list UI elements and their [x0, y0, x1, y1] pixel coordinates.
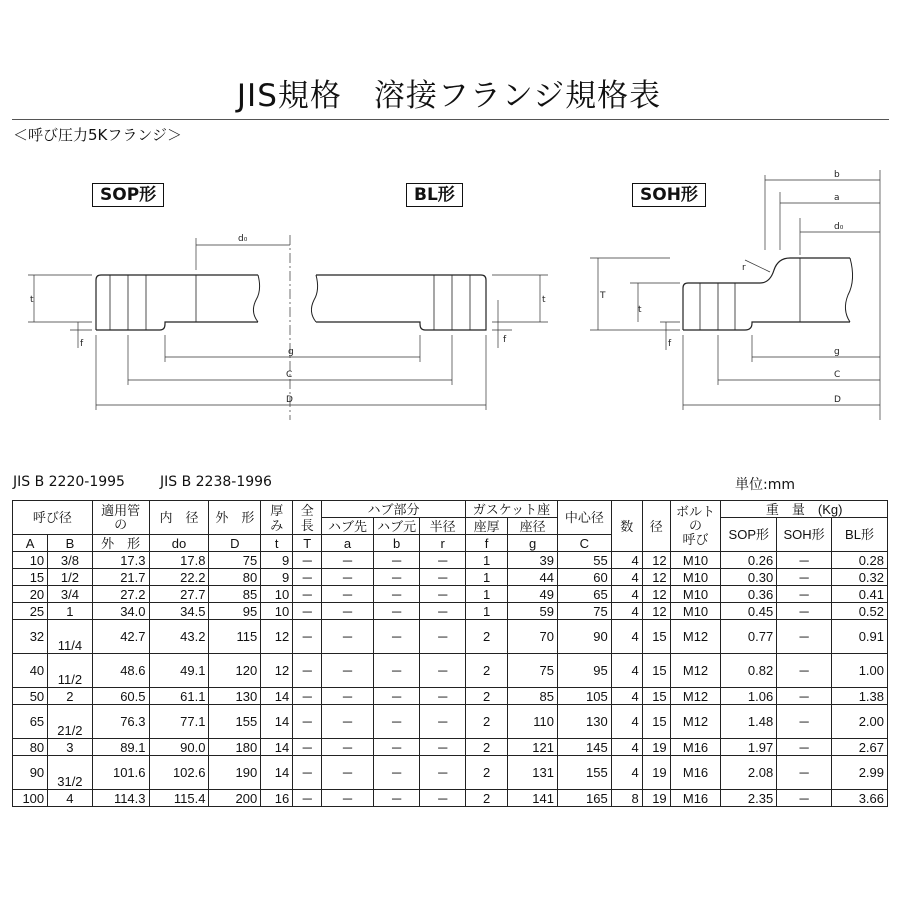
cell-C: 95 — [557, 654, 611, 688]
hdr-sop: SOP形 — [721, 518, 777, 552]
cell-C: 165 — [557, 790, 611, 807]
cell-do: 61.1 — [149, 688, 209, 705]
cell-sop: 0.26 — [721, 552, 777, 569]
cell-a: ─ — [322, 688, 374, 705]
cell-sop: 2.35 — [721, 790, 777, 807]
cell-C: 105 — [557, 688, 611, 705]
cell-do: 77.1 — [149, 705, 209, 739]
cell-A: 10 — [13, 552, 48, 569]
bl-label: BL形 — [406, 183, 463, 207]
hdr-hub-base: ハブ元 — [373, 518, 420, 535]
cell-bl: 0.32 — [832, 569, 888, 586]
cell-f: 1 — [465, 569, 507, 586]
cell-a: ─ — [322, 654, 374, 688]
cell-sop: 1.97 — [721, 739, 777, 756]
table-row — [13, 603, 888, 620]
cell-t: 9 — [261, 569, 293, 586]
cell-C: 65 — [557, 586, 611, 603]
hdr-thickness: 厚み — [261, 501, 293, 535]
cell-h: 19 — [642, 790, 670, 807]
bl-flange-outline — [316, 275, 486, 330]
page-title: JIS規格 溶接フランジ規格表 — [236, 78, 662, 114]
cell-r: ─ — [420, 705, 466, 739]
cell-bolt: M12 — [670, 620, 721, 654]
cell-a: ─ — [322, 756, 374, 790]
flange-spec-table — [12, 500, 888, 807]
dim-do-sop: d₀ — [238, 234, 248, 244]
cell-r: ─ — [420, 790, 466, 807]
cell-T: ─ — [293, 705, 322, 739]
cell-bolt: M10 — [670, 552, 721, 569]
cell-b: ─ — [373, 620, 420, 654]
dim-g: g — [288, 347, 294, 357]
cell-t: 10 — [261, 603, 293, 620]
cell-bl: 0.91 — [832, 620, 888, 654]
hdr-T: T — [293, 535, 322, 552]
cell-r: ─ — [420, 586, 466, 603]
cell-bl: 2.99 — [832, 756, 888, 790]
cell-a: ─ — [322, 586, 374, 603]
hdr-outer-dia: 外 形 — [209, 501, 261, 535]
cell-h: 15 — [642, 688, 670, 705]
cell-a: ─ — [322, 569, 374, 586]
dim-C: C — [286, 370, 293, 380]
cell-g: 131 — [508, 756, 558, 790]
cell-soh: ─ — [777, 688, 832, 705]
cell-bolt: M16 — [670, 790, 721, 807]
hdr-f: f — [465, 535, 507, 552]
cell-C: 155 — [557, 756, 611, 790]
cell-do: 43.2 — [149, 620, 209, 654]
dim-t-soh: t — [638, 305, 642, 315]
cell-h: 15 — [642, 654, 670, 688]
cell-C: 60 — [557, 569, 611, 586]
dim-do-soh: d₀ — [834, 222, 844, 232]
cell-a: ─ — [322, 552, 374, 569]
cell-od: 48.6 — [92, 654, 149, 688]
cell-f: 1 — [465, 603, 507, 620]
cell-b: ─ — [373, 586, 420, 603]
hdr-length: 全長 — [293, 501, 322, 535]
cell-do: 49.1 — [149, 654, 209, 688]
cell-a: ─ — [322, 739, 374, 756]
dim-b-soh: b — [834, 170, 840, 180]
cell-a: ─ — [322, 705, 374, 739]
cell-r: ─ — [420, 654, 466, 688]
cell-g: 49 — [508, 586, 558, 603]
cell-A: 15 — [13, 569, 48, 586]
cell-g: 121 — [508, 739, 558, 756]
cell-do: 22.2 — [149, 569, 209, 586]
cell-bolt: M12 — [670, 688, 721, 705]
soh-label: SOH形 — [632, 183, 706, 207]
cell-bolt: M10 — [670, 603, 721, 620]
table-row — [13, 552, 888, 569]
cell-bl: 1.00 — [832, 654, 888, 688]
table-row — [13, 688, 888, 705]
cell-f: 2 — [465, 654, 507, 688]
cell-h: 12 — [642, 569, 670, 586]
sop-flange-outline — [96, 275, 258, 330]
cell-f: 2 — [465, 620, 507, 654]
cell-T: ─ — [293, 654, 322, 688]
cell-b: ─ — [373, 603, 420, 620]
cell-B: 1 — [48, 603, 92, 620]
hdr-radius: 半径 — [420, 518, 466, 535]
cell-D: 75 — [209, 552, 261, 569]
cell-C: 145 — [557, 739, 611, 756]
cell-od: 34.0 — [92, 603, 149, 620]
cell-od: 21.7 — [92, 569, 149, 586]
cell-r: ─ — [420, 688, 466, 705]
hdr-hub: ハブ部分 — [322, 501, 466, 518]
cell-r: ─ — [420, 739, 466, 756]
cell-t: 12 — [261, 654, 293, 688]
cell-n: 4 — [611, 705, 642, 739]
cell-C: 90 — [557, 620, 611, 654]
hdr-pipe-od-3: 外 形 — [92, 535, 149, 552]
cell-f: 2 — [465, 790, 507, 807]
cell-bl: 0.28 — [832, 552, 888, 569]
flange-diagram — [0, 0, 898, 430]
dim-t-bl: t — [542, 295, 546, 305]
hdr-seat-dia: 座径 — [508, 518, 558, 535]
cell-B: 11/4 — [48, 620, 92, 654]
cell-T: ─ — [293, 620, 322, 654]
cell-od: 89.1 — [92, 739, 149, 756]
cell-h: 12 — [642, 552, 670, 569]
hdr-nominal: 呼び径 — [13, 501, 93, 535]
cell-n: 4 — [611, 552, 642, 569]
cell-g: 44 — [508, 569, 558, 586]
cell-soh: ─ — [777, 569, 832, 586]
dim-r-soh: r — [742, 263, 746, 273]
hdr-pipe-od: 適用管 の — [92, 501, 149, 535]
cell-bolt: M12 — [670, 705, 721, 739]
cell-A: 65 — [13, 705, 48, 739]
cell-od: 17.3 — [92, 552, 149, 569]
cell-b: ─ — [373, 739, 420, 756]
hdr-count: 数 — [611, 501, 642, 552]
cell-n: 4 — [611, 654, 642, 688]
table-row — [13, 654, 888, 688]
hdr-soh: SOH形 — [777, 518, 832, 552]
table-row — [13, 790, 888, 807]
cell-a: ─ — [322, 620, 374, 654]
cell-A: 40 — [13, 654, 48, 688]
cell-n: 4 — [611, 688, 642, 705]
cell-B: 31/2 — [48, 756, 92, 790]
table-row — [13, 756, 888, 790]
cell-T: ─ — [293, 756, 322, 790]
table-row — [13, 739, 888, 756]
cell-D: 200 — [209, 790, 261, 807]
cell-B: 3 — [48, 739, 92, 756]
cell-r: ─ — [420, 620, 466, 654]
cell-od: 114.3 — [92, 790, 149, 807]
cell-g: 75 — [508, 654, 558, 688]
cell-f: 2 — [465, 756, 507, 790]
cell-soh: ─ — [777, 586, 832, 603]
cell-T: ─ — [293, 586, 322, 603]
hdr-center: 中心径 — [557, 501, 611, 535]
cell-n: 4 — [611, 569, 642, 586]
unit-label: 単位:mm — [735, 477, 795, 493]
cell-B: 21/2 — [48, 705, 92, 739]
cell-h: 19 — [642, 739, 670, 756]
cell-t: 16 — [261, 790, 293, 807]
cell-B: 3/8 — [48, 552, 92, 569]
dim-D: D — [286, 395, 293, 405]
cell-b: ─ — [373, 688, 420, 705]
cell-sop: 0.77 — [721, 620, 777, 654]
cell-h: 12 — [642, 603, 670, 620]
cell-t: 14 — [261, 756, 293, 790]
hdr-a: a — [322, 535, 374, 552]
cell-n: 4 — [611, 603, 642, 620]
cell-b: ─ — [373, 756, 420, 790]
hdr-hub-tip: ハブ先 — [322, 518, 374, 535]
cell-A: 100 — [13, 790, 48, 807]
cell-T: ─ — [293, 688, 322, 705]
cell-g: 110 — [508, 705, 558, 739]
hdr-t: t — [261, 535, 293, 552]
cell-bl: 0.52 — [832, 603, 888, 620]
cell-sop: 0.36 — [721, 586, 777, 603]
cell-T: ─ — [293, 739, 322, 756]
cell-soh: ─ — [777, 603, 832, 620]
cell-bl: 0.41 — [832, 586, 888, 603]
cell-a: ─ — [322, 603, 374, 620]
cell-do: 34.5 — [149, 603, 209, 620]
hdr-D: D — [209, 535, 261, 552]
cell-sop: 0.45 — [721, 603, 777, 620]
dim-f-soh: f — [668, 339, 672, 349]
cell-C: 75 — [557, 603, 611, 620]
cell-h: 15 — [642, 705, 670, 739]
cell-sop: 0.82 — [721, 654, 777, 688]
cell-do: 102.6 — [149, 756, 209, 790]
hdr-C: C — [557, 535, 611, 552]
cell-r: ─ — [420, 552, 466, 569]
cell-do: 90.0 — [149, 739, 209, 756]
cell-bl: 3.66 — [832, 790, 888, 807]
cell-r: ─ — [420, 603, 466, 620]
cell-t: 14 — [261, 688, 293, 705]
cell-bolt: M16 — [670, 739, 721, 756]
hdr-gasket: ガスケット座 — [465, 501, 557, 518]
soh-flange-outline — [683, 258, 850, 330]
cell-bl: 2.00 — [832, 705, 888, 739]
cell-sop: 1.06 — [721, 688, 777, 705]
cell-h: 19 — [642, 756, 670, 790]
cell-b: ─ — [373, 569, 420, 586]
cell-T: ─ — [293, 552, 322, 569]
cell-b: ─ — [373, 654, 420, 688]
cell-od: 76.3 — [92, 705, 149, 739]
cell-B: 4 — [48, 790, 92, 807]
cell-soh: ─ — [777, 552, 832, 569]
cell-b: ─ — [373, 705, 420, 739]
cell-bolt: M10 — [670, 569, 721, 586]
cell-f: 2 — [465, 739, 507, 756]
hdr-b: b — [373, 535, 420, 552]
cell-A: 25 — [13, 603, 48, 620]
cell-soh: ─ — [777, 654, 832, 688]
cell-C: 130 — [557, 705, 611, 739]
cell-soh: ─ — [777, 739, 832, 756]
cell-g: 59 — [508, 603, 558, 620]
hdr-B: B — [48, 535, 92, 552]
cell-f: 2 — [465, 705, 507, 739]
cell-g: 85 — [508, 688, 558, 705]
cell-D: 80 — [209, 569, 261, 586]
cell-A: 32 — [13, 620, 48, 654]
dim-a-soh: a — [834, 193, 840, 203]
cell-od: 101.6 — [92, 756, 149, 790]
hdr-r: r — [420, 535, 466, 552]
cell-f: 2 — [465, 688, 507, 705]
cell-f: 1 — [465, 586, 507, 603]
dim-f-bl: f — [503, 335, 507, 345]
cell-n: 8 — [611, 790, 642, 807]
table-row — [13, 705, 888, 739]
cell-t: 14 — [261, 739, 293, 756]
cell-r: ─ — [420, 756, 466, 790]
cell-t: 9 — [261, 552, 293, 569]
cell-t: 10 — [261, 586, 293, 603]
cell-do: 115.4 — [149, 790, 209, 807]
cell-soh: ─ — [777, 756, 832, 790]
cell-T: ─ — [293, 603, 322, 620]
hdr-seat-thick: 座厚 — [465, 518, 507, 535]
cell-b: ─ — [373, 552, 420, 569]
dim-D-soh: D — [834, 395, 841, 405]
table-row — [13, 620, 888, 654]
dim-T-soh: T — [600, 291, 606, 301]
cell-od: 42.7 — [92, 620, 149, 654]
hdr-g: g — [508, 535, 558, 552]
cell-A: 80 — [13, 739, 48, 756]
hdr-A: A — [13, 535, 48, 552]
hdr-bl: BL形 — [832, 518, 888, 552]
cell-D: 95 — [209, 603, 261, 620]
cell-t: 14 — [261, 705, 293, 739]
cell-C: 55 — [557, 552, 611, 569]
cell-D: 155 — [209, 705, 261, 739]
dim-C-soh: C — [834, 370, 841, 380]
cell-bl: 2.67 — [832, 739, 888, 756]
cell-bolt: M12 — [670, 654, 721, 688]
cell-od: 27.2 — [92, 586, 149, 603]
cell-n: 4 — [611, 739, 642, 756]
cell-do: 27.7 — [149, 586, 209, 603]
cell-n: 4 — [611, 620, 642, 654]
cell-B: 3/4 — [48, 586, 92, 603]
cell-A: 20 — [13, 586, 48, 603]
cell-D: 190 — [209, 756, 261, 790]
cell-g: 141 — [508, 790, 558, 807]
dim-g-soh: g — [834, 347, 840, 357]
cell-bl: 1.38 — [832, 688, 888, 705]
cell-soh: ─ — [777, 705, 832, 739]
cell-g: 39 — [508, 552, 558, 569]
cell-D: 180 — [209, 739, 261, 756]
cell-od: 60.5 — [92, 688, 149, 705]
table-row — [13, 569, 888, 586]
cell-f: 1 — [465, 552, 507, 569]
standard-1: JIS B 2220-1995 — [13, 474, 125, 490]
hdr-weight: 重 量 (Kg) — [721, 501, 888, 518]
cell-D: 115 — [209, 620, 261, 654]
cell-soh: ─ — [777, 790, 832, 807]
cell-r: ─ — [420, 569, 466, 586]
cell-a: ─ — [322, 790, 374, 807]
hdr-inner-dia: 内 径 — [149, 501, 209, 535]
hdr-bolt: ボルト の 呼び — [670, 501, 721, 552]
cell-h: 12 — [642, 586, 670, 603]
cell-h: 15 — [642, 620, 670, 654]
cell-D: 130 — [209, 688, 261, 705]
cell-sop: 0.30 — [721, 569, 777, 586]
hdr-do: do — [149, 535, 209, 552]
cell-n: 4 — [611, 586, 642, 603]
hdr-hole-dia: 径 — [642, 501, 670, 552]
cell-T: ─ — [293, 790, 322, 807]
cell-A: 50 — [13, 688, 48, 705]
cell-soh: ─ — [777, 620, 832, 654]
cell-D: 85 — [209, 586, 261, 603]
dim-t-sop: t — [30, 295, 34, 305]
dim-f-sop: f — [80, 339, 84, 349]
cell-T: ─ — [293, 569, 322, 586]
cell-b: ─ — [373, 790, 420, 807]
standard-2: JIS B 2238-1996 — [160, 474, 272, 490]
cell-bolt: M16 — [670, 756, 721, 790]
cell-B: 2 — [48, 688, 92, 705]
table-row — [13, 586, 888, 603]
sop-label: SOP形 — [92, 183, 164, 207]
cell-A: 90 — [13, 756, 48, 790]
cell-g: 70 — [508, 620, 558, 654]
cell-bolt: M10 — [670, 586, 721, 603]
cell-D: 120 — [209, 654, 261, 688]
cell-B: 11/2 — [48, 654, 92, 688]
cell-sop: 1.48 — [721, 705, 777, 739]
cell-n: 4 — [611, 756, 642, 790]
cell-t: 12 — [261, 620, 293, 654]
cell-sop: 2.08 — [721, 756, 777, 790]
cell-B: 1/2 — [48, 569, 92, 586]
page-subtitle: ＜呼び圧力5Kフランジ＞ — [13, 126, 183, 144]
cell-do: 17.8 — [149, 552, 209, 569]
